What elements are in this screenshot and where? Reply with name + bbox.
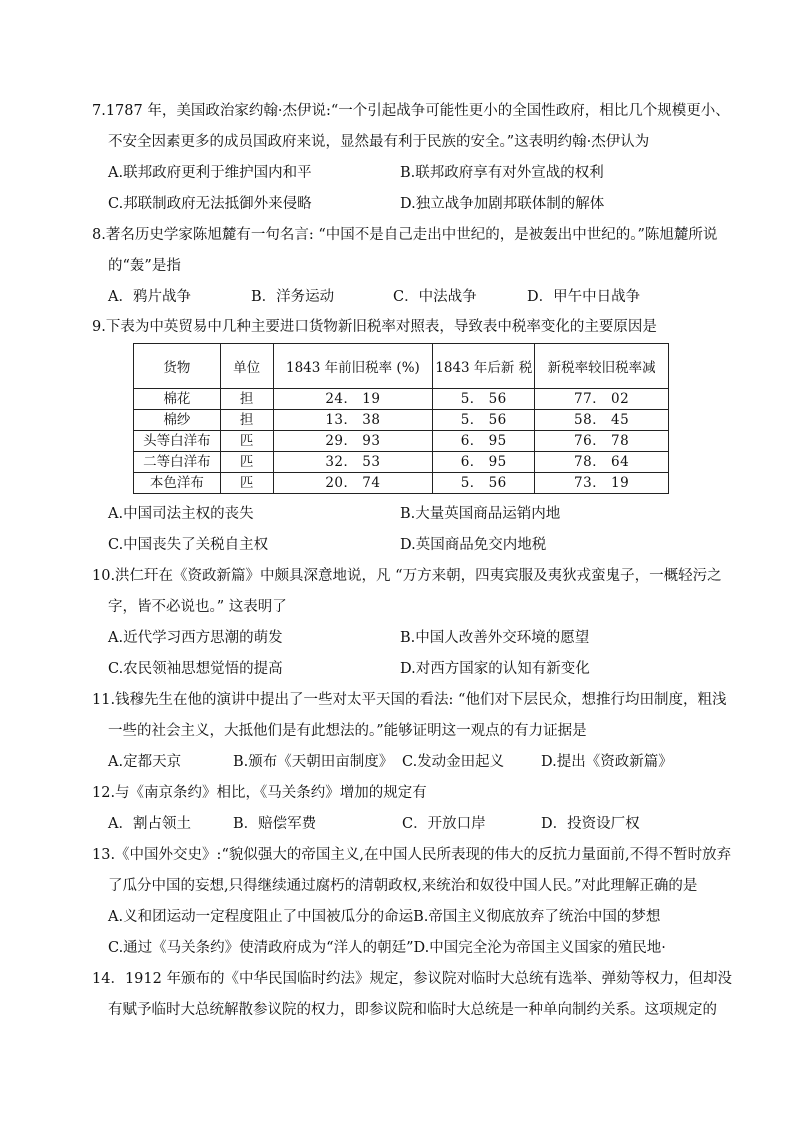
table-cell: 6． 95: [433, 431, 535, 452]
table-cell: 5． 56: [433, 473, 535, 494]
table-cell: 匹: [220, 473, 273, 494]
q8-stem-line2: 的“轰”是指: [108, 258, 181, 274]
q7-option-d[interactable]: D.独立战争加剧邦联体制的解体: [400, 196, 605, 212]
q10-stem-line1: 10.洪仁玕在《资政新篇》中颇具深意地说，凡 “万方来朝，四夷宾服及夷狄戎蛮鬼子，一概轻污之: [92, 568, 722, 584]
table-cell: 棉纱: [134, 410, 221, 431]
q11-stem-line1: 11.钱穆先生在他的演讲中提出了一些对太平天国的看法: “他们对下层民众，想推行均田制度，粗浅: [92, 692, 727, 708]
q11-stem-line2: 一些的社会主义，大抵他们是有此想法的。”能够证明这一观点的有力证据是: [108, 723, 587, 739]
table-cell: 13． 38: [273, 410, 433, 431]
q11-option-b[interactable]: B.颁布《天朝田亩制度》: [233, 754, 394, 770]
q7-option-c[interactable]: C.邦联制政府无法抵御外来侵略: [108, 196, 312, 212]
q12-option-c[interactable]: C．开放口岸: [402, 816, 486, 832]
q13-options-cd[interactable]: C.通过《马关条约》使清政府成为“洋人的朝廷”D.中国完全沦为帝国主义国家的殖民地·: [108, 940, 666, 956]
header-cell-reduction: 新税率较旧税率减: [535, 344, 669, 389]
q8-option-b[interactable]: B．洋务运动: [251, 289, 335, 305]
q13-stem-line2: 了瓜分中国的妄想,只得继续通过腐朽的清朝政权,来统治和奴役中国人民。”对此理解正确的是: [108, 878, 698, 894]
q7-stem-line2: 不安全因素更多的成员国政府来说，显然最有利于民族的安全。”这表明约翰·杰伊认为: [108, 134, 650, 150]
q11-option-d[interactable]: D.提出《资政新篇》: [541, 754, 673, 770]
q13-options-ab[interactable]: A.义和团运动一定程度阻止了中国被瓜分的命运B.帝国主义彻底放弃了统治中国的梦想: [108, 909, 661, 925]
q9-option-c[interactable]: C.中国丧失了关税自主权: [108, 537, 269, 553]
q11-option-c[interactable]: C.发动金田起义: [402, 754, 505, 770]
q9-option-b[interactable]: B.大量英国商品运销内地: [400, 506, 561, 522]
table-row: [134, 410, 669, 431]
table-cell: 78． 64: [535, 452, 669, 473]
q12-stem-line1: 12.与《南京条约》相比，《马关条约》增加的规定有: [92, 785, 427, 801]
table-cell: 本色洋布: [134, 473, 221, 494]
table-cell: 32． 53: [273, 452, 433, 473]
q8-option-d[interactable]: D．甲午中日战争: [527, 289, 641, 305]
q10-option-b[interactable]: B.中国人改善外交环境的愿望: [400, 630, 590, 646]
table-row: [134, 431, 669, 452]
table-cell: 5． 56: [433, 389, 535, 410]
header-cell-unit: 单位: [220, 344, 273, 389]
q11-option-a[interactable]: A.定都天京: [108, 754, 182, 770]
tariff-table-header-row: [134, 344, 669, 389]
table-cell: 二等白洋布: [134, 452, 221, 473]
q9-stem-line1: 9.下表为中英贸易中几种主要进口货物新旧税率对照表，导致表中税率变化的主要原因是: [92, 319, 657, 335]
table-cell: 24． 19: [273, 389, 433, 410]
q13-stem-line1: 13.《中国外交史》:“貌似强大的帝国主义,在中国人民所表现的伟大的反抗力量面前,不得不暂时放弃: [92, 847, 732, 863]
table-row: [134, 389, 669, 410]
table-cell: 6． 95: [433, 452, 535, 473]
table-cell: 77． 02: [535, 389, 669, 410]
q10-stem-line2: 字，皆不必说也。” 这表明了: [108, 599, 287, 615]
q8-option-a[interactable]: A．鸦片战争: [108, 289, 191, 305]
tariff-table: [133, 343, 669, 494]
header-cell-old-rate: 1843 年前旧税率 (%): [273, 344, 433, 389]
table-cell: 76． 78: [535, 431, 669, 452]
q10-option-a[interactable]: A.近代学习西方思潮的萌发: [108, 630, 283, 646]
table-cell: 5． 56: [433, 410, 535, 431]
q12-option-d[interactable]: D．投资设厂权: [541, 816, 640, 832]
table-cell: 匹: [220, 431, 273, 452]
table-cell: 担: [220, 389, 273, 410]
q14-stem-line2: 有赋予临时大总统解散参议院的权力，即参议院和临时大总统是一种单向制约关系。这项规定的: [108, 1002, 717, 1018]
table-row: [134, 452, 669, 473]
q8-option-c[interactable]: C．中法战争: [393, 289, 477, 305]
q9-option-d[interactable]: D.英国商品免交内地税: [400, 537, 547, 553]
table-row: [134, 473, 669, 494]
table-cell: 73． 19: [535, 473, 669, 494]
q8-stem-line1: 8.著名历史学家陈旭麓有一句名言: “中国不是自己走出中世纪的，是被轰出中世纪的。”陈旭麓所说: [92, 227, 718, 243]
table-cell: 58． 45: [535, 410, 669, 431]
table-cell: 担: [220, 410, 273, 431]
q10-option-c[interactable]: C.农民领袖思想觉悟的提高: [108, 661, 283, 677]
header-cell-goods: 货物: [134, 344, 221, 389]
table-cell: 20． 74: [273, 473, 433, 494]
q12-option-b[interactable]: B．赔偿军费: [233, 816, 317, 832]
table-cell: 棉花: [134, 389, 221, 410]
q9-option-a[interactable]: A.中国司法主权的丧失: [108, 506, 254, 522]
table-cell: 29． 93: [273, 431, 433, 452]
table-cell: 匹: [220, 452, 273, 473]
q14-stem-line1: 14．1912 年颁布的《中华民国临时约法》规定，参议院对临时大总统有选举、弹劾等权力，但却没: [92, 971, 732, 987]
q12-option-a[interactable]: A．割占领土: [108, 816, 191, 832]
q10-option-d[interactable]: D.对西方国家的认知有新变化: [400, 661, 590, 677]
q7-stem-line1: 7.1787 年，美国政治家约翰·杰伊说:“一个引起战争可能性更小的全国性政府，相比几个规模更小、: [92, 103, 730, 119]
header-cell-new-rate: 1843 年后新 税: [433, 344, 535, 389]
q7-option-a[interactable]: A.联邦政府更利于维护国内和平: [108, 165, 312, 181]
table-cell: 头等白洋布: [134, 431, 221, 452]
q7-option-b[interactable]: B.联邦政府享有对外宣战的权利: [400, 165, 604, 181]
